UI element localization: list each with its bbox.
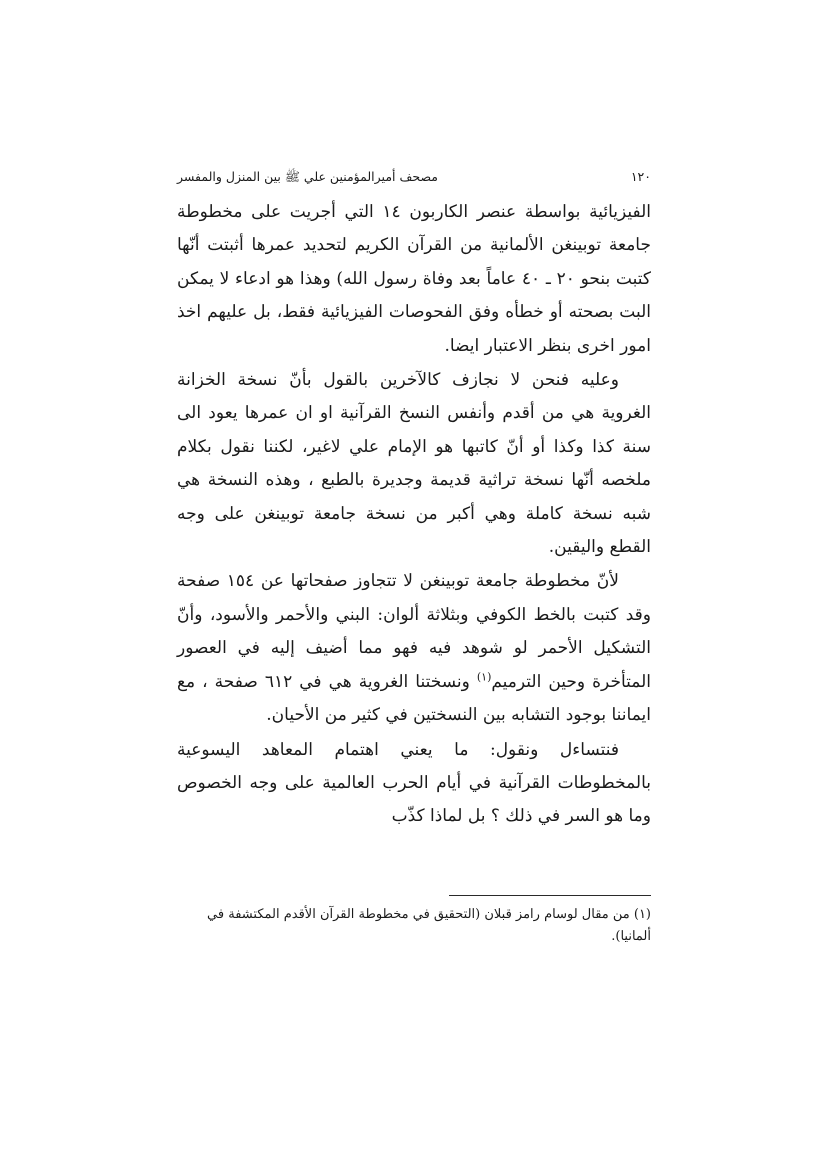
paragraph-3: [177, 565, 651, 732]
footnote-divider: [449, 895, 651, 896]
footnote-reference: (١): [476, 670, 492, 684]
footnote: (١) من مقال لوسام رامز قبلان (التحقيق في مخطوطة القرآن الأقدم المكتشفة في ألمانيا).: [207, 907, 651, 944]
paragraph-1: الفيزيائية بواسطة عنصر الكاربون ١٤ التي أجريت على مخطوطة جامعة توبينغن الألمانية من القرآن الكريم لتحديد عمرها أثبتت أنّها كتبت بنحو ٢٠ ـ ٤٠ عاماً بعد وفاة رسول الله) وهذا هو ادعاء لا يمكن البت بصحته أو خطأه وفق الفحوصات الفيزيائية فقط، بل عليهم اخذ امور اخرى بنظر الاعتبار ايضا.: [177, 202, 651, 356]
paragraph-3-continuation: ونسختنا الغروية هي في ٦١٢ صفحة ، مع ايماننا بوجود التشابه بين النسختين في كثير من الأحيان.: [177, 671, 651, 726]
paragraph-3-text: لأنّ مخطوطة جامعة توبينغن لا تتجاوز صفحاتها عن ١٥٤ صفحة وقد كتبت بالخط الكوفي وبثلاثة ألوان: البني والأحمر والأسود، وأنّ التشكيل الأحمر لو شوهد فيه فهو مما أضيف إليه في العصور المتأخرة وحين الترميم: [177, 571, 651, 692]
page-header: [177, 166, 651, 188]
paragraph-2: وعليه فنحن لا نجازف كالآخرين بالقول بأنّ نسخة الخزانة الغروية هي من أقدم وأنفس النسخ القرآنية او ان عمرها يعود الى سنة كذا وكذا أو أنّ كاتبها هو الإمام علي لاغير، لكننا نقول بكلام ملخصه أنّها نسخة تراثية قديمة وجديرة بالطبع ، وهذه النسخة هي شبه نسخة كاملة وهي أكبر من نسخة جامعة توبينغن على وجه القطع واليقين.: [177, 370, 651, 558]
body-text: [177, 196, 651, 834]
paragraph-4: فنتساءل ونقول: ما يعني اهتمام المعاهد اليسوعية بالمخطوطات القرآنية في أيام الحرب العالمية على وجه الخصوص وما هو السر في ذلك ؟ بل لماذا كذّب: [177, 739, 651, 827]
page-number: ١٢٠: [630, 169, 651, 184]
running-title: مصحف أميرالمؤمنين علي ﷺ بين المنزل والمفسر: [177, 169, 438, 184]
